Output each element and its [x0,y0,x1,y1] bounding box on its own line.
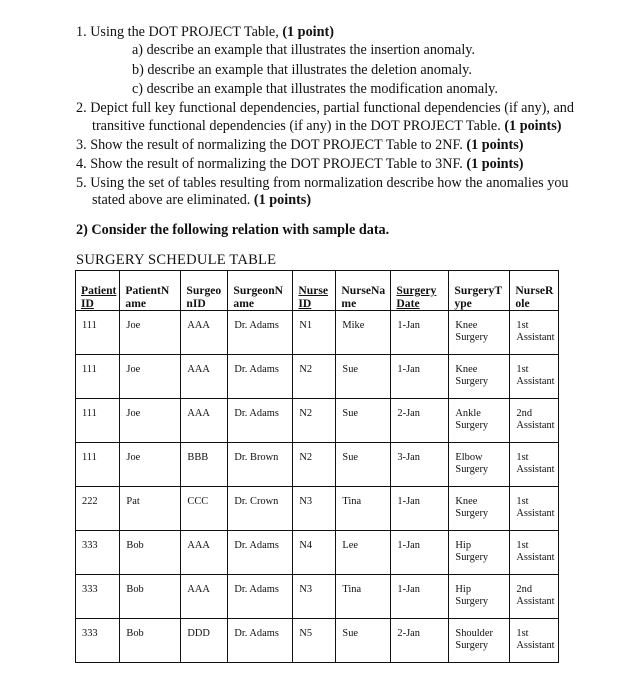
cell-nurse-name: Sue [336,619,391,663]
header-text: ID [298,297,312,310]
cell-text: Surgery [455,640,489,651]
table-row [76,311,559,355]
header-text: Date [396,297,420,310]
cell-nurse-id: N5 [293,619,336,663]
cell-text: Surgery [455,376,489,387]
cell-surgeon-id: BBB [181,443,228,487]
cell-surgeon-name: Dr. Adams [228,575,293,619]
cell-surgery-date: 1-Jan [391,531,449,575]
header-nurse-id [293,271,336,311]
question-3 [76,137,524,154]
header-text: ype [454,297,472,310]
cell-surgeon-name: Dr. Adams [228,619,293,663]
cell-patient-id: 111 [76,443,120,487]
cell-nurse-role [510,355,559,399]
cell-text: Assistant [516,596,555,607]
cell-patient-id: 111 [76,399,120,443]
cell-patient-name: Joe [120,311,181,355]
header-text: Nurse [298,284,329,297]
cell-text: Knee [455,364,478,375]
cell-text: Surgery [455,552,489,563]
cell-text: 1st [516,452,529,463]
table-row [76,531,559,575]
cell-nurse-id: N3 [293,575,336,619]
question-number: 4. [76,156,87,172]
cell-patient-id: 222 [76,487,120,531]
question-1b [132,62,472,79]
cell-text: Surgery [455,332,489,343]
header-text: SurgeryT [454,284,503,297]
cell-text: Assistant [516,552,555,563]
cell-surgery-type [449,487,510,531]
question-1a [132,42,475,59]
cell-surgery-date: 2-Jan [391,399,449,443]
cell-text: Assistant [516,376,555,387]
question-1c [132,81,498,98]
cell-text: Surgery [455,596,489,607]
table-row [76,355,559,399]
cell-surgery-type [449,443,510,487]
cell-nurse-role [510,575,559,619]
cell-nurse-id: N4 [293,531,336,575]
question-number: 5. [76,175,87,191]
cell-surgeon-id: AAA [181,399,228,443]
question-text: Show the result of normalizing the DOT PROJECT Table to 2NF. [90,137,467,153]
cell-surgeon-id: AAA [181,311,228,355]
question-text: Using the DOT PROJECT Table, [90,24,283,40]
question-1 [76,24,334,41]
table-row [76,619,559,663]
cell-surgery-date: 1-Jan [391,311,449,355]
cell-surgeon-name: Dr. Adams [228,399,293,443]
cell-text: Surgery [455,420,489,431]
cell-nurse-name: Mike [336,311,391,355]
header-text: ID [81,297,94,310]
question-text: transitive functional dependencies (if any) in the DOT PROJECT Table. [92,118,505,134]
question-points: (1 points) [504,118,562,134]
header-text: ame [233,297,255,310]
cell-surgery-date: 1-Jan [391,487,449,531]
subquestion-label: c) [132,81,144,97]
cell-surgery-type [449,355,510,399]
cell-text: Assistant [516,420,555,431]
cell-nurse-name: Lee [336,531,391,575]
cell-patient-id: 111 [76,355,120,399]
cell-patient-name: Joe [120,355,181,399]
header-text: Surgery [396,284,437,297]
header-patient-id [76,271,120,311]
cell-patient-name: Joe [120,399,181,443]
question-5-continued [92,192,311,209]
header-text: ole [515,297,530,310]
question-2 [76,100,574,117]
cell-surgery-type [449,399,510,443]
header-surgeon-name [228,271,293,311]
table-caption: SURGERY SCHEDULE TABLE [76,252,277,268]
table-row [76,487,559,531]
question-points: (1 points) [466,156,524,172]
cell-text: 1st [516,540,529,551]
cell-text: Surgery [455,464,489,475]
cell-patient-name: Bob [120,619,181,663]
cell-patient-name: Bob [120,575,181,619]
cell-nurse-role [510,311,559,355]
cell-nurse-name: Tina [336,487,391,531]
cell-patient-id: 333 [76,575,120,619]
cell-text: Ankle [455,408,481,419]
question-2-continued [92,118,561,135]
cell-nurse-id: N3 [293,487,336,531]
cell-nurse-id: N2 [293,399,336,443]
subquestion-label: a) [132,42,144,58]
cell-patient-name: Bob [120,531,181,575]
table-row [76,443,559,487]
subquestion-text: describe an example that illustrates the modification anomaly. [146,81,498,97]
header-surgery-date [391,271,449,311]
cell-text: Surgery [455,508,489,519]
cell-nurse-role [510,399,559,443]
cell-surgeon-name: Dr. Adams [228,311,293,355]
header-nurse-role [510,271,559,311]
cell-nurse-name: Sue [336,399,391,443]
table-row [76,575,559,619]
cell-text: 1st [516,496,529,507]
cell-surgeon-name: Dr. Adams [228,355,293,399]
cell-text: Knee [455,320,478,331]
header-nurse-name [336,271,391,311]
cell-nurse-role [510,531,559,575]
cell-text: Knee [455,496,478,507]
cell-nurse-id: N1 [293,311,336,355]
cell-text: Assistant [516,640,555,651]
cell-nurse-role [510,619,559,663]
cell-patient-name: Pat [120,487,181,531]
cell-text: Assistant [516,508,555,519]
cell-text: Hip [455,540,472,551]
cell-text: 1st [516,628,529,639]
cell-nurse-name: Sue [336,355,391,399]
cell-surgeon-name: Dr. Crown [228,487,293,531]
section-heading: 2) Consider the following relation with sample data. [76,222,390,238]
cell-nurse-id: N2 [293,355,336,399]
cell-nurse-name: Tina [336,575,391,619]
header-text: me [341,297,357,310]
header-text: SurgeonN [233,284,284,297]
question-text: Show the result of normalizing the DOT PROJECT Table to 3NF. [90,156,467,172]
header-text: ame [125,297,147,310]
cell-surgeon-id: CCC [181,487,228,531]
question-text: Depict full key functional dependencies, partial functional dependencies (if any), and [90,100,574,116]
header-text: nID [186,297,206,310]
cell-patient-id: 111 [76,311,120,355]
cell-surgery-date: 1-Jan [391,575,449,619]
cell-surgery-date: 3-Jan [391,443,449,487]
question-text: Using the set of tables resulting from normalization describe how the anomalies you [90,175,569,191]
cell-surgeon-name: Dr. Adams [228,531,293,575]
cell-surgeon-id: AAA [181,355,228,399]
cell-nurse-name: Sue [336,443,391,487]
cell-nurse-role [510,487,559,531]
header-text: PatientN [125,284,170,297]
cell-surgeon-id: AAA [181,575,228,619]
question-number: 2. [76,100,87,116]
cell-surgery-type [449,619,510,663]
cell-surgeon-id: AAA [181,531,228,575]
cell-patient-id: 333 [76,531,120,575]
cell-patient-id: 333 [76,619,120,663]
cell-text: Assistant [516,332,555,343]
question-points: (1 points) [253,192,312,208]
cell-surgery-type [449,531,510,575]
question-points: (1 point) [282,24,334,40]
header-text: Surgeo [186,284,222,297]
question-points: (1 points) [466,137,524,153]
cell-text: 2nd [516,408,533,419]
header-text: Patient [81,284,117,297]
subquestion-text: describe an example that illustrates the deletion anomaly. [147,62,472,78]
cell-surgery-type [449,575,510,619]
cell-surgeon-id: DDD [181,619,228,663]
header-surgery-type [449,271,510,311]
cell-nurse-id: N2 [293,443,336,487]
cell-text: Elbow [455,452,483,463]
question-5 [76,175,569,192]
cell-surgeon-name: Dr. Brown [228,443,293,487]
header-text: NurseNa [341,284,386,297]
table-row [76,399,559,443]
table-header-row [76,271,559,311]
subquestion-label: b) [132,62,144,78]
cell-surgery-date: 2-Jan [391,619,449,663]
cell-surgery-type [449,311,510,355]
cell-text: 1st [516,320,529,331]
question-number: 1. [76,24,87,40]
cell-text: 2nd [516,584,533,595]
cell-text: Assistant [516,464,555,475]
cell-text: Shoulder [455,628,493,639]
cell-nurse-role [510,443,559,487]
cell-patient-name: Joe [120,443,181,487]
header-patient-name [120,271,181,311]
header-text: NurseR [515,284,554,297]
subquestion-text: describe an example that illustrates the insertion anomaly. [146,42,476,58]
cell-text: 1st [516,364,529,375]
cell-surgery-date: 1-Jan [391,355,449,399]
question-number: 3. [76,137,87,153]
surgery-schedule-table [75,270,559,663]
question-text: stated above are eliminated. [92,192,254,208]
header-surgeon-id [181,271,228,311]
question-4 [76,156,524,173]
cell-text: Hip [455,584,472,595]
